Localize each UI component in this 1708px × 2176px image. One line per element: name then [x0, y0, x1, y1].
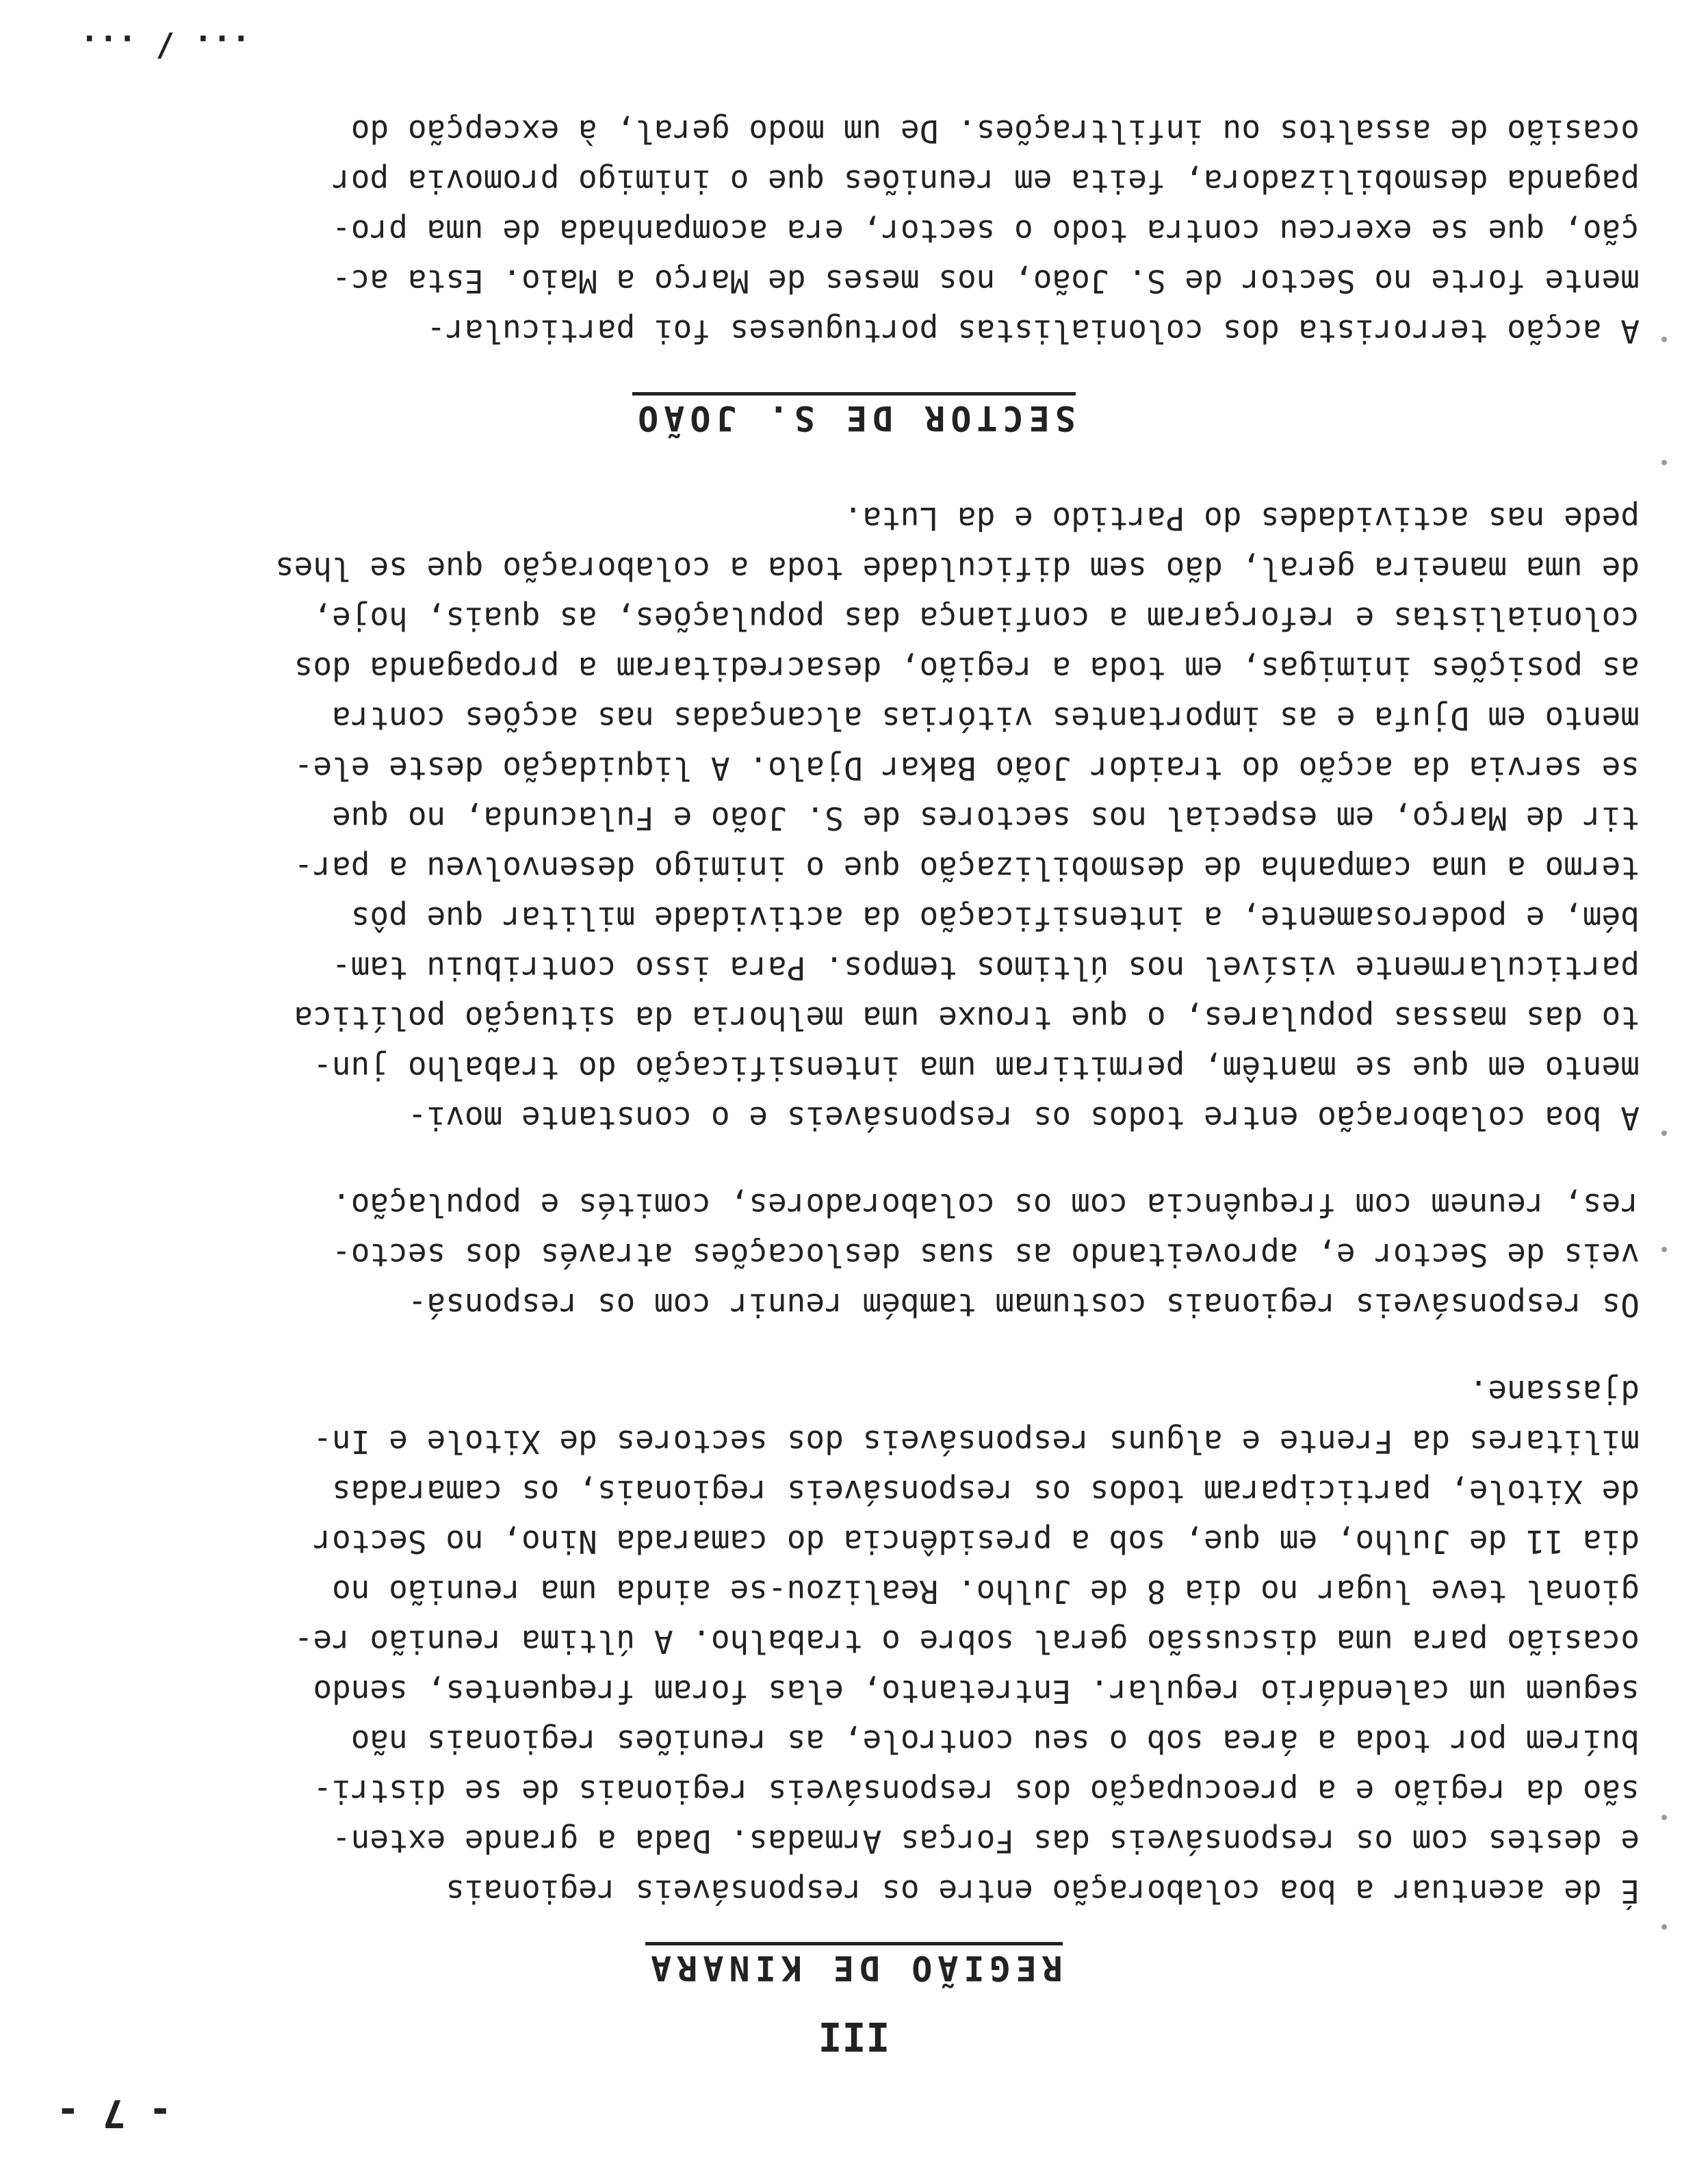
- text-line: termo a uma campanha de desmobilização que o inimigo desenvolveu a par-: [294, 850, 1640, 887]
- text-line: to das massas populares, o que trouxe uma melhoria da situação política: [294, 1000, 1640, 1037]
- text-line: res, reunem com frequência com os colaboradores, comités e população.: [332, 1187, 1640, 1223]
- text-line: são da região e a preocupação dos responsáveis regionais de se distri-: [313, 1773, 1640, 1810]
- region-kinara-body: [11, 493, 1640, 1916]
- region-kinara-heading: [0, 1948, 1708, 1988]
- text-line: gional teve lugar no dia 8 de Julho. Realizou-se ainda uma reunião no: [332, 1573, 1640, 1610]
- text-line: de uma maneira geral, dão sem dificuldade toda a colaboração que se lhes: [275, 550, 1640, 587]
- text-line: pede nas actividades do Partido e da Luta.: [843, 500, 1640, 537]
- text-line: seguem um calendário regular. Entretanto, elas foram frequentes, sendo: [313, 1673, 1640, 1710]
- text-line: ocasião para uma discussão geral sobre o trabalho. A última reunião re-: [294, 1623, 1640, 1660]
- text-line: mento em Djufa e as importantes vitórias alcançadas nas acções contra: [332, 700, 1640, 737]
- punch-mark: [1661, 460, 1667, 465]
- text-line: veis de Sector e, aproveitando as suas deslocações através dos secto-: [332, 1236, 1640, 1273]
- text-line: A acção terrorista dos colonialistas portugueses foi particular-: [426, 313, 1640, 350]
- continuation-mark: ... / ...: [79, 28, 250, 65]
- text-line: e destes com os responsáveis das Forças Armadas. Dada a grande exten-: [332, 1823, 1640, 1860]
- text-line: A boa colaboração entre todos os responsáveis e o constante movi-: [407, 1100, 1640, 1137]
- page-number: - 7 -: [56, 2090, 172, 2135]
- punch-mark: [1661, 1130, 1667, 1136]
- text-line: mento em que se mantêm, permitiram uma intensificação do trabalho jun-: [313, 1050, 1640, 1087]
- sector-sjoao-heading: [0, 398, 1708, 438]
- section-number: III: [818, 2013, 890, 2060]
- text-line: as posições inimigas, em toda a região, desacreditaram a propaganda dos: [294, 650, 1640, 687]
- punch-mark: [1661, 1924, 1667, 1930]
- text-line: militares da Frente e alguns responsáveis dos sectores de Xitole e In-: [313, 1423, 1640, 1460]
- text-line: Os responsáveis regionais costumam também reunir com os responsá-: [407, 1286, 1640, 1323]
- text-line: bém, e poderosamente, a intensificação da actividade militar que pôs: [350, 900, 1640, 937]
- punch-mark: [1661, 1247, 1667, 1252]
- text-line: tir de Março, em especial nos sectores de S. João e Fulacunda, no que: [332, 800, 1640, 837]
- sector-sjoao-heading-text: SECTOR DE S. JOÃO: [632, 392, 1076, 438]
- text-line: buírem por toda a área sob o seu controle, as reuniões regionais não: [350, 1723, 1640, 1760]
- text-line: se servia da acção do traidor João Bakar Djalo. A liquidação deste ele-: [294, 750, 1640, 787]
- text-line: É de acentuar a boa colaboração entre os responsáveis regionais: [445, 1873, 1640, 1910]
- text-line: de Xitole, participaram todos os responsáveis regionais, os camaradas: [332, 1473, 1640, 1510]
- text-line: particularmente visível nos últimos tempos. Para isso contribuiu tam-: [332, 950, 1640, 987]
- text-line: colonialistas e reforçaram a confiança das populações, as quais, hoje,: [313, 600, 1640, 637]
- sector-sjoao-body: [11, 106, 1640, 356]
- text-line: paganda desmobilizadora, feita em reuniões que o inimigo promovia por: [332, 163, 1640, 200]
- punch-mark: [1661, 337, 1667, 342]
- punch-mark: [1661, 1815, 1667, 1820]
- text-line: ocasião de assaltos ou infiltrações. De um modo geral, à excepção do: [350, 113, 1640, 150]
- text-line: mente forte no Sector de S. João, nos meses de Março a Maio. Esta ac-: [332, 263, 1640, 300]
- text-line: dia 11 de Julho, em que, sob a presidência do camarada Nino, no Sector: [313, 1523, 1640, 1560]
- text-line: ção, que se exerceu contra todo o sector, era acompanhada de uma pro-: [332, 213, 1640, 250]
- region-kinara-heading-text: REGIÃO DE KINARA: [645, 1942, 1063, 1988]
- text-line: djassane.: [1468, 1373, 1640, 1410]
